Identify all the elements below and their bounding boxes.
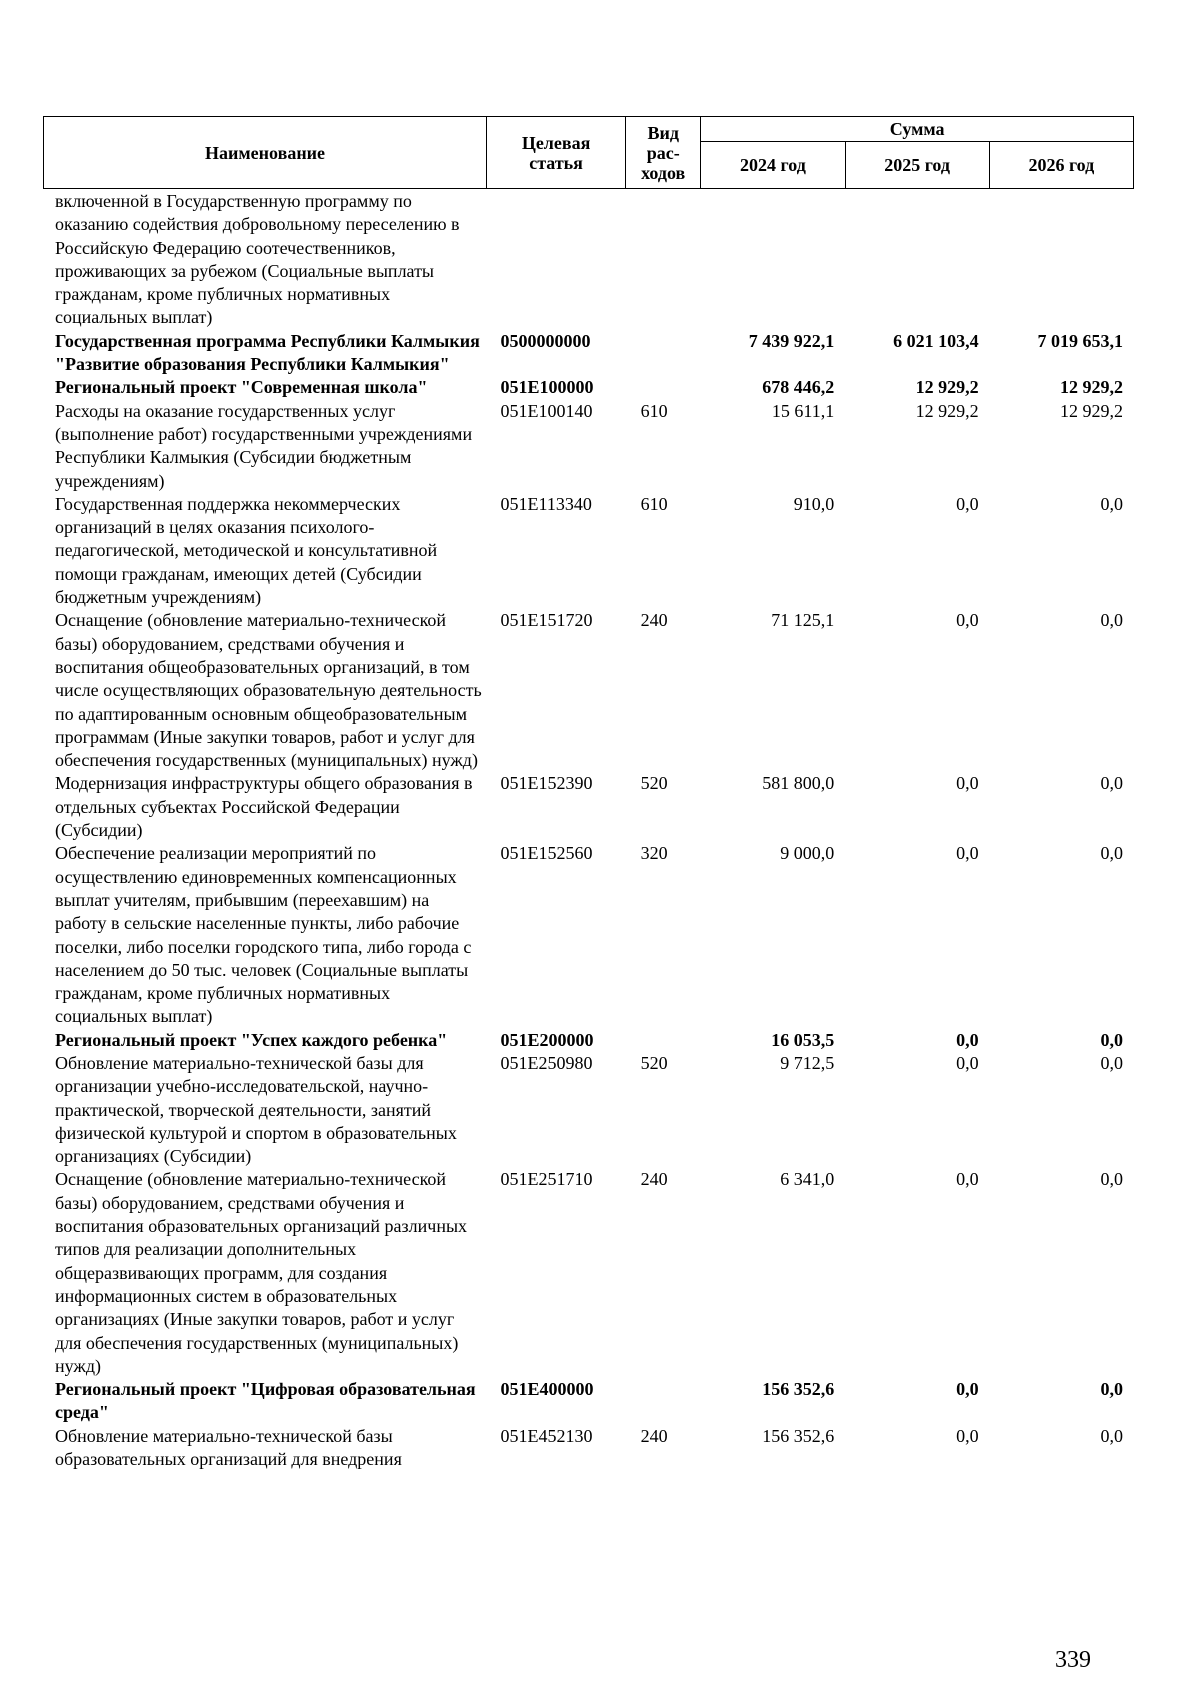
cell-y2026: 0,0 bbox=[1100, 1425, 1123, 1446]
cell-y2025: 0,0 bbox=[956, 610, 979, 631]
cell-kind bbox=[626, 330, 701, 377]
cell-name: Оснащение (обновление материально-технической базы) оборудованием, средствами обучения и воспитания образовательных организаций различных типов для реализации дополнительных общеразвивающих программ, для создания информационных систем в образовательных организациях (Иные закупки товаров, работ и услуг для обеспечения государственных (муниципальных) нужд) bbox=[55, 1169, 468, 1376]
cell-name: Региональный проект "Современная школа" bbox=[55, 377, 428, 398]
cell-y2026: 12 929,2 bbox=[1060, 377, 1123, 398]
table-row bbox=[43, 1029, 1134, 1052]
cell-name: Государственная поддержка некоммерческих организаций в целях оказания психолого-педагогической, методической и консультативной помощи гражданам, имеющих детей (Субсидии бюджетным учреждениям) bbox=[55, 493, 438, 608]
header-year-2025: 2025 год bbox=[845, 142, 989, 189]
cell-kind: 320 bbox=[640, 843, 668, 864]
cell-y2024: 16 053,5 bbox=[771, 1029, 835, 1050]
budget-table bbox=[43, 190, 1134, 1471]
table-row bbox=[43, 330, 1134, 377]
cell-y2025: 0,0 bbox=[956, 1425, 979, 1446]
cell-y2024: 15 611,1 bbox=[771, 400, 835, 421]
cell-y2024: 71 125,1 bbox=[771, 610, 835, 631]
cell-y2025: 6 021 103,4 bbox=[893, 330, 979, 351]
cell-kind bbox=[626, 1029, 701, 1052]
cell-kind: 610 bbox=[640, 493, 668, 514]
header-sum: Сумма bbox=[701, 117, 1134, 142]
cell-y2024: 9 712,5 bbox=[780, 1052, 835, 1073]
table-row bbox=[43, 400, 1134, 493]
cell-kind: 520 bbox=[640, 1052, 668, 1073]
cell-y2025: 0,0 bbox=[956, 493, 979, 514]
cell-code: 051E250980 bbox=[500, 1052, 593, 1073]
cell-y2026: 0,0 bbox=[1100, 1029, 1123, 1050]
cell-y2024: 9 000,0 bbox=[780, 843, 835, 864]
cell-y2026: 0,0 bbox=[1100, 843, 1123, 864]
cell-y2026: 7 019 653,1 bbox=[1037, 330, 1123, 351]
cell-y2025 bbox=[845, 190, 989, 330]
cell-name: Обеспечение реализации мероприятий по осуществлению единовременных компенсационных выплат учителям, прибывшим (переехавшим) на работу в сельские населенные пункты, либо рабочие поселки, либо поселки городского типа, либо города с населением до 50 тыс. человек (Социальные выплаты гражданам, кроме публичных нормативных социальных выплат) bbox=[55, 843, 472, 1027]
cell-kind: 520 bbox=[640, 773, 668, 794]
cell-code bbox=[487, 190, 626, 330]
cell-y2024 bbox=[701, 190, 845, 330]
cell-name: Оснащение (обновление материально-технической базы) оборудованием, средствами обучения и воспитания общеобразовательных организаций, в том числе осуществляющих образовательную деятельность по адаптированным основным общеобразовательным программам (Иные закупки товаров, работ и услуг для обеспечения государственных (муниципальных) нужд) bbox=[55, 610, 482, 771]
table-row bbox=[43, 493, 1134, 609]
cell-code: 051E113340 bbox=[500, 493, 592, 514]
cell-y2025: 0,0 bbox=[956, 773, 979, 794]
cell-y2025: 0,0 bbox=[956, 1029, 979, 1050]
table-row bbox=[43, 376, 1134, 399]
cell-y2024: 7 439 922,1 bbox=[748, 330, 835, 351]
cell-y2024: 6 341,0 bbox=[780, 1169, 835, 1190]
header-year-2024: 2024 год bbox=[701, 142, 845, 189]
cell-y2024: 156 352,6 bbox=[762, 1425, 835, 1446]
cell-y2026: 0,0 bbox=[1100, 610, 1123, 631]
cell-y2026 bbox=[990, 190, 1134, 330]
cell-name: включенной в Государственную программу по оказанию содействия добровольному переселению в Российскую Федерацию соотечественников, проживающих за рубежом (Социальные выплаты гражданам, кроме публичных нормативных социальных выплат) bbox=[55, 191, 460, 328]
cell-y2024: 156 352,6 bbox=[762, 1379, 835, 1400]
cell-kind bbox=[626, 190, 701, 330]
table-row bbox=[43, 609, 1134, 772]
table-row bbox=[43, 772, 1134, 842]
cell-code: 051E200000 bbox=[500, 1029, 594, 1050]
cell-y2025: 0,0 bbox=[956, 1169, 979, 1190]
page-number: 339 bbox=[1055, 1647, 1091, 1673]
cell-name: Региональный проект "Успех каждого ребенка" bbox=[55, 1029, 448, 1050]
cell-y2025: 0,0 bbox=[956, 843, 979, 864]
cell-name: Обновление материально-технической базы для организации учебно-исследовательской, научно-практической, творческой деятельности, занятий физической культурой и спортом в образовательных организациях (Субсидии) bbox=[55, 1052, 457, 1167]
table-row bbox=[43, 1425, 1134, 1472]
cell-y2025: 12 929,2 bbox=[915, 377, 979, 398]
table-row bbox=[43, 190, 1134, 330]
cell-y2024: 678 446,2 bbox=[762, 377, 835, 398]
cell-y2026: 0,0 bbox=[1100, 1052, 1123, 1073]
header-target-article: Целевая статья bbox=[487, 117, 626, 189]
cell-code: 051E152390 bbox=[500, 773, 593, 794]
header-year-2026: 2026 год bbox=[989, 142, 1133, 189]
cell-name: Обновление материально-технической базы образовательных организаций для внедрения bbox=[55, 1425, 402, 1470]
cell-code: 0500000000 bbox=[500, 330, 591, 351]
cell-name: Государственная программа Республики Калмыкия "Развитие образования Республики Калмыкия" bbox=[55, 330, 480, 375]
cell-y2025: 12 929,2 bbox=[915, 400, 979, 421]
cell-y2026: 0,0 bbox=[1100, 1169, 1123, 1190]
cell-kind: 240 bbox=[640, 610, 668, 631]
cell-y2026: 0,0 bbox=[1100, 1379, 1123, 1400]
cell-code: 051E251710 bbox=[500, 1169, 593, 1190]
cell-code: 051E400000 bbox=[500, 1379, 594, 1400]
cell-code: 051E452130 bbox=[500, 1425, 593, 1446]
header-expense-kind: Вид рас- ходов bbox=[626, 117, 701, 189]
table-row bbox=[43, 1378, 1134, 1425]
cell-y2026: 0,0 bbox=[1100, 773, 1123, 794]
cell-kind bbox=[626, 1378, 701, 1425]
cell-y2025: 0,0 bbox=[956, 1379, 979, 1400]
cell-code: 051E151720 bbox=[500, 610, 593, 631]
cell-kind: 240 bbox=[640, 1425, 668, 1446]
table-row bbox=[43, 1168, 1134, 1378]
cell-y2026: 0,0 bbox=[1100, 493, 1123, 514]
cell-code: 051E152560 bbox=[500, 843, 593, 864]
cell-kind bbox=[626, 376, 701, 399]
cell-y2024: 910,0 bbox=[793, 493, 835, 514]
table-row bbox=[43, 1052, 1134, 1168]
cell-name: Модернизация инфраструктуры общего образования в отдельных субъектах Российской Федерации (Субсидии) bbox=[55, 773, 473, 841]
cell-y2024: 581 800,0 bbox=[762, 773, 835, 794]
cell-kind: 610 bbox=[640, 400, 668, 421]
cell-code: 051E100000 bbox=[500, 377, 594, 398]
table-row bbox=[43, 842, 1134, 1028]
cell-name: Региональный проект "Цифровая образовательная среда" bbox=[55, 1379, 476, 1423]
cell-name: Расходы на оказание государственных услуг (выполнение работ) государственными учреждениями Республики Калмыкия (Субсидии бюджетным учреждениям) bbox=[55, 400, 473, 491]
cell-y2026: 12 929,2 bbox=[1060, 400, 1123, 421]
cell-y2025: 0,0 bbox=[956, 1052, 979, 1073]
cell-kind: 240 bbox=[640, 1169, 668, 1190]
table-header bbox=[43, 116, 1134, 189]
cell-code: 051E100140 bbox=[500, 400, 593, 421]
header-name: Наименование bbox=[44, 117, 487, 189]
